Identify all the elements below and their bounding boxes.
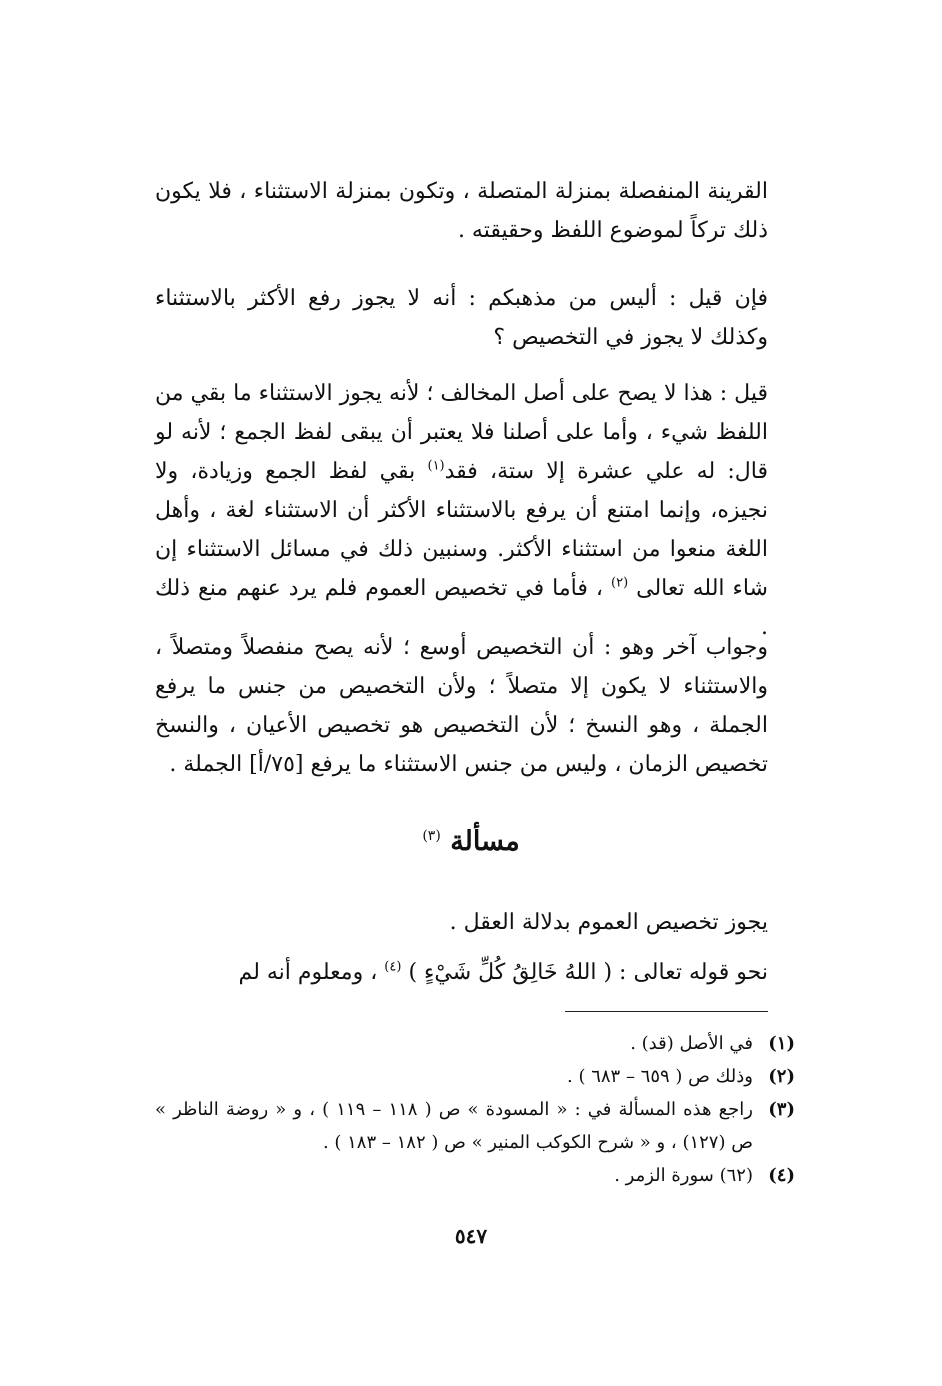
section-heading [0, 826, 942, 857]
footnote-number: (٢) [768, 1066, 795, 1087]
footnotes [155, 1027, 795, 1192]
paragraph-5-text: يجوز تخصيص العموم بدلالة العقل . [449, 910, 768, 935]
footnote-item [155, 1027, 795, 1060]
footnote-item [155, 1060, 795, 1093]
footnote-text: (٦٢) سورة الزمر . [614, 1165, 753, 1186]
footnote-ref-2: (٢) [611, 575, 629, 591]
paragraph-1 [155, 172, 768, 250]
paragraph-3-part-b: بقي لفظ الجمع وزيادة، ولا نجيزه، وإنما امتنع أن يرفع بالاستثناء الأكثر أن الاستثناء لغة ، وأهل اللغة منعوا من استثناء الأكثر. وسنبين ذلك في مسائل الاستثناء إن شاء الله تعالى [155, 459, 768, 601]
footnote-ref-3: (٣) [422, 828, 441, 844]
footnote-text: في الأصل (قد) . [630, 1033, 753, 1054]
footnote-number: (٤) [768, 1165, 795, 1186]
paragraph-3-part-c: ، فأما في تخصيص العموم فلم يرد عنهم منع ذلك . [155, 576, 768, 640]
paragraph-6-part-b: ، ومعلوم أنه لم [238, 960, 385, 985]
paragraph-3-text [155, 374, 768, 647]
footnote-item [155, 1159, 795, 1192]
paragraph-3-part-a: قيل : هذا لا يصح على أصل المخالف ؛ لأنه يجوز الاستثناء ما بقي من اللفظ شيء ، وأما على أصلنا فلا يعتبر أن يبقى لفظ الجمع ؛ لأنه لو قال: له علي عشرة إلا ستة، فقد [155, 381, 768, 484]
footnote-divider [565, 1011, 768, 1012]
page-number: ٥٤٧ [454, 1224, 488, 1248]
section-heading-title: مسألة [450, 826, 520, 857]
paragraph-2 [155, 279, 768, 357]
footnote-text: وذلك ص ( ٦٥٩ – ٦٨٣ ) . [567, 1066, 753, 1087]
paragraph-3 [155, 374, 768, 647]
paragraph-4-text: وجواب آخر وهو : أن التخصيص أوسع ؛ لأنه يصح منفصلاً ومتصلاً ، والاستثناء لا يكون إلا متصلاً ؛ ولأن التخصيص من جنس ما يرفع الجملة ، وهو النسخ ؛ لأن التخصيص هو تخصيص الأعيان ، والنسخ تخصيص الزمان ، وليس من جنس الاستثناء ما يرفع [٧٥/أ] الجملة . [155, 635, 768, 777]
paragraph-4 [155, 628, 768, 784]
footnote-text: راجع هذه المسألة في : « المسودة » ص ( ١١٨ – ١١٩ ) ، و « روضة الناظر » ص (١٢٧) ، و « شرح الكوكب المنير » ص ( ١٨٢ – ١٨٣ ) . [155, 1099, 753, 1153]
footnote-ref-1: (١) [427, 458, 445, 474]
paragraph-2-text: فإن قيل : أليس من مذهبكم : أنه لا يجوز رفع الأكثر بالاستثناء وكذلك لا يجوز في التخصيص ؟ [155, 286, 768, 350]
footnote-number: (٣) [768, 1099, 795, 1120]
footnote-number: (١) [768, 1033, 795, 1054]
footnote-item [155, 1093, 795, 1159]
paragraph-6 [155, 953, 768, 992]
footnote-ref-4: (٤) [384, 959, 402, 975]
paragraph-6-text [155, 953, 768, 992]
paragraph-5 [155, 903, 768, 942]
paragraph-6-part-a: نحو قوله تعالى : ( اللهُ خَالِقُ كُلِّ شَيْءٍ ) [408, 960, 768, 985]
paragraph-1-text: القرينة المنفصلة بمنزلة المتصلة ، وتكون بمنزلة الاستثناء ، فلا يكون ذلك تركاً لموضوع اللفظ وحقيقته . [155, 179, 768, 243]
